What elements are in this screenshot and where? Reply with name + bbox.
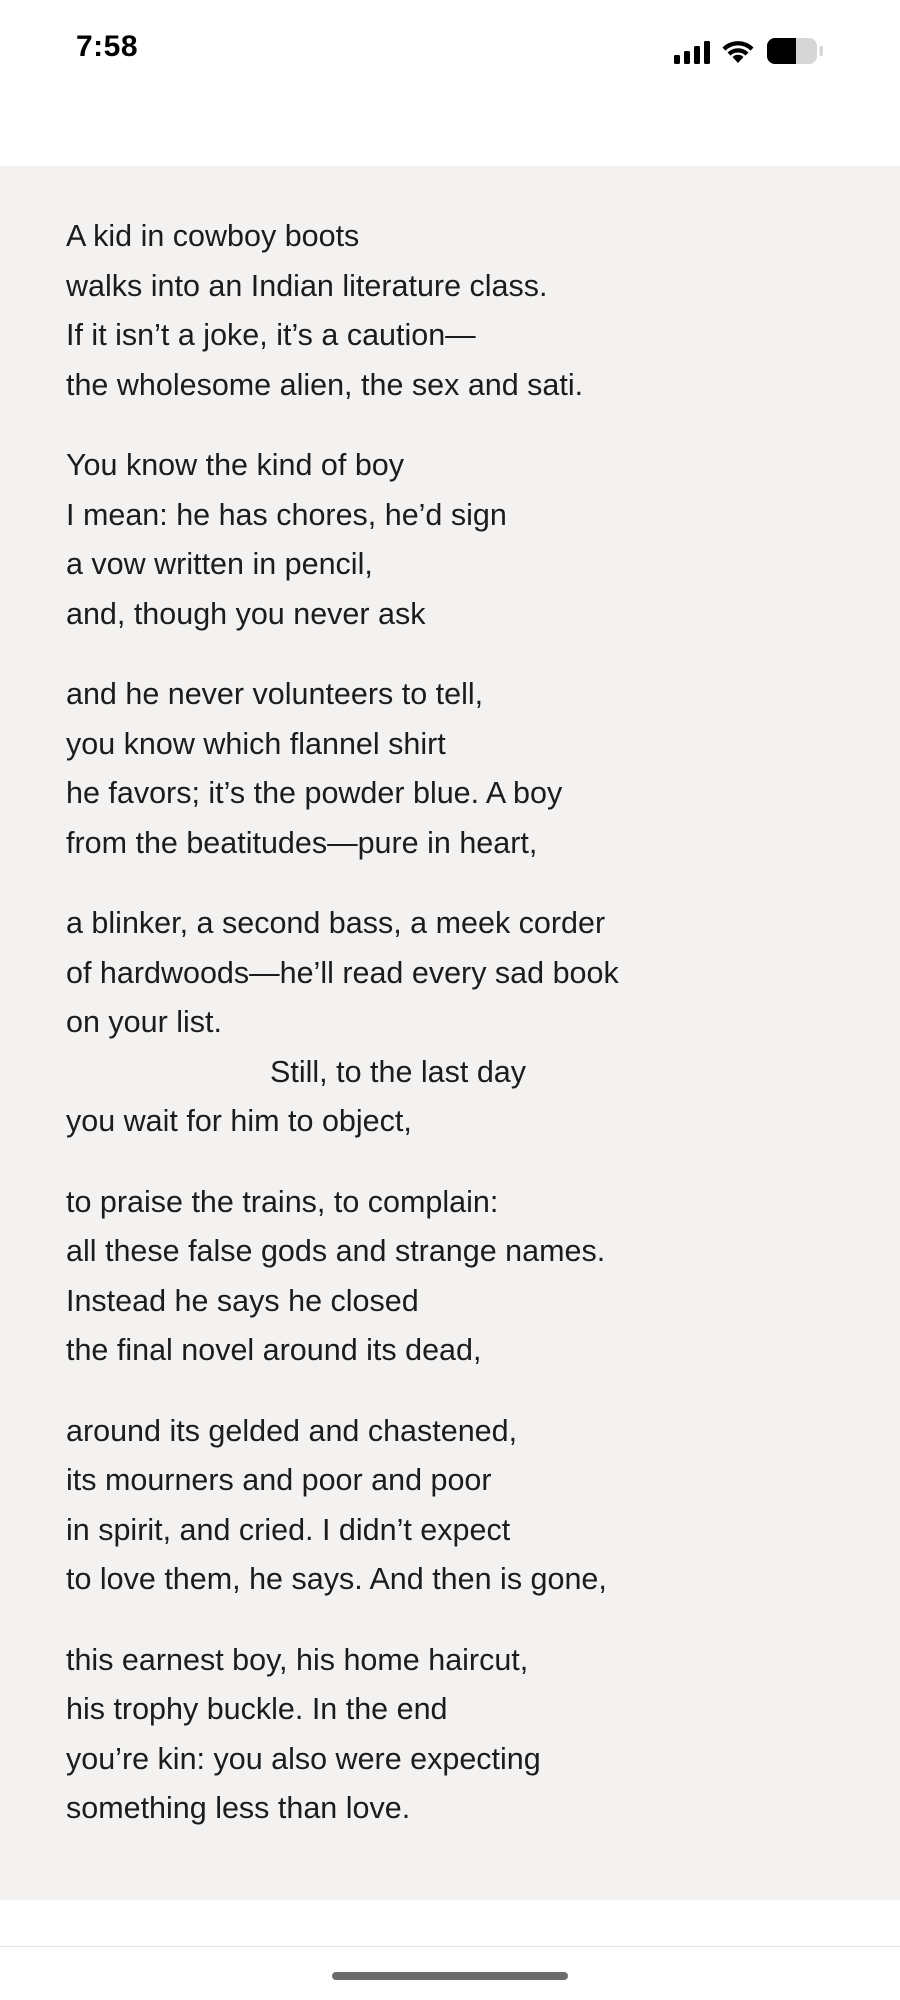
poem-stanza [66,899,846,1147]
status-icons [674,36,824,66]
poem-stanza [66,212,846,410]
poem-line: the wholesome alien, the sex and sati. [66,367,584,402]
poem-line: in spirit, and cried. I didn’t expect [66,1512,511,1547]
home-indicator[interactable] [332,1972,568,1980]
poem-line: and, though you never ask [66,596,426,631]
poem-stanza [66,1178,846,1376]
poem-line: the final novel around its dead, [66,1333,482,1367]
poem-line: its mourners and poor and poor [66,1463,492,1497]
wifi-icon [720,38,756,64]
poem-line: around its gelded and chastened, [66,1413,518,1448]
poem-stanza [66,1407,846,1605]
poem-line: all these false gods and strange names. [66,1234,606,1268]
poem-line: I mean: he has chores, he’d sign [66,497,507,532]
poem-line: Instead he says he closed [66,1283,419,1318]
bottom-divider [0,1946,900,1947]
reader-content[interactable] [0,166,900,1900]
poem-line: a vow written in pencil, [66,547,373,581]
poem-line: from the beatitudes—pure in heart, [66,825,538,860]
poem-line: and he never volunteers to tell, [66,677,484,711]
poem-line: you’re kin: you also were expecting [66,1741,541,1776]
poem-line: Still, to the last day [270,1054,526,1089]
poem-line: on your list. [66,1005,222,1039]
poem-line: to love them, he says. And then is gone, [66,1562,607,1596]
poem-line: he favors; it’s the powder blue. A boy [66,776,563,810]
battery-icon [766,37,824,65]
poem-line: You know the kind of boy [66,448,405,482]
poem-line: you know which flannel shirt [66,726,446,761]
poem-stanza [66,441,846,639]
poem-line: a blinker, a second bass, a meek corder [66,906,606,940]
status-time: 7:58 [76,30,139,63]
poem-line: walks into an Indian literature class. [66,268,548,303]
signal-icon [674,38,710,64]
poem-line: this earnest boy, his home haircut, [66,1642,529,1677]
status-bar [0,0,900,100]
poem-stanza [66,1636,846,1834]
poem-line: A kid in cowboy boots [66,219,360,253]
poem-line: If it isn’t a joke, it’s a caution— [66,318,476,352]
poem-line: his trophy buckle. In the end [66,1692,448,1726]
poem-line: something less than love. [66,1791,411,1825]
bottom-bar [0,1900,900,2000]
poem-stanza [66,670,846,868]
poem-line: to praise the trains, to complain: [66,1184,499,1219]
poem-text [66,212,846,1865]
poem-line: of hardwoods—he’ll read every sad book [66,955,619,990]
poem-line: you wait for him to object, [66,1104,412,1138]
